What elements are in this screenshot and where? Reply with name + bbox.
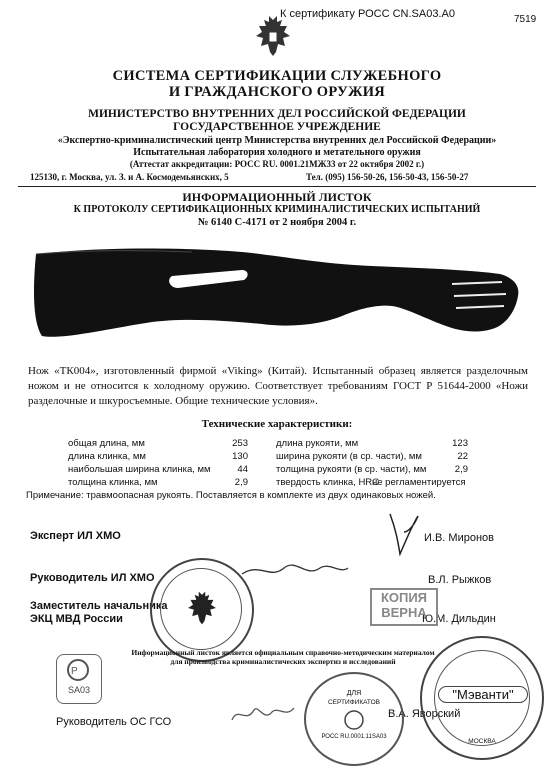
header-divider — [18, 186, 536, 187]
official-seal — [150, 558, 254, 662]
sa-certification-badge — [56, 654, 102, 704]
cert-stamp-mid: СЕРТИФИКАТОВ — [327, 699, 380, 706]
spec-label: толщина клинка, мм — [68, 477, 158, 488]
spec-label: длина клинка, мм — [68, 451, 146, 462]
ministry-line2: ГОСУДАРСТВЕННОЕ УЧРЕЖДЕНИЕ — [173, 121, 381, 133]
gost-logo-icon — [63, 659, 93, 681]
spec-value: не регламентируется — [372, 477, 466, 488]
spec-value: 253 — [232, 438, 248, 449]
copy-stamp-line1: КОПИЯ — [380, 590, 428, 605]
footer-text-1: Информационный листок является официальным справочно-методическим материалом — [131, 648, 435, 657]
head-role: Руководитель ИЛ ХМО — [30, 572, 155, 584]
cert-body-head-name: В.А. Яворский — [388, 708, 461, 720]
spec-label: наибольшая ширина клинка, мм — [68, 464, 211, 475]
copy-verified-stamp — [370, 588, 438, 626]
footer-text-2: для производства криминалистических экспертиз и исследований — [170, 657, 396, 666]
cert-body-head-role: Руководитель ОС ГСО — [56, 716, 172, 728]
head-name: В.Л. Рыжков — [428, 574, 492, 586]
spec-value: 44 — [237, 464, 248, 475]
svg-text:P: P — [71, 666, 78, 677]
info-subtitle: К ПРОТОКОЛУ СЕРТИФИКАЦИОННЫХ КРИМИНАЛИСТИЧЕСКИХ ИСПЫТАНИЙ — [73, 204, 481, 215]
company-stamp — [420, 636, 544, 760]
info-title: ИНФОРМАЦИОННЫЙ ЛИСТОК — [182, 190, 372, 204]
deputy-role-2: ЭКЦ МВД России — [30, 613, 123, 625]
copy-stamp-line2: ВЕРНА — [381, 605, 427, 620]
certification-stamp — [304, 672, 404, 766]
gost-seal-icon — [340, 710, 368, 735]
certificate-reference — [280, 8, 455, 20]
signature-mark — [228, 700, 298, 735]
spec-value: 123 — [452, 438, 468, 449]
deputy-role: Заместитель начальника — [30, 600, 168, 612]
spec-label: общая длина, мм — [68, 438, 145, 449]
spec-value: 130 — [232, 451, 248, 462]
company-stamp-name: "Мэванти" — [438, 686, 528, 703]
company-stamp-city: МОСКВА — [468, 738, 496, 745]
spec-label: длина рукояти, мм — [276, 438, 359, 449]
spec-value: 2,9 — [234, 477, 248, 488]
certificate-ref-text: К сертификату РОСС CN.SA03.A0 — [280, 8, 455, 20]
spec-label: твердость клинка, HRC — [276, 477, 380, 488]
ministry-line4: Испытательная лаборатория холодного и метательного оружия — [133, 147, 421, 158]
eagle-seal-icon — [186, 590, 218, 631]
eagle-emblem-icon — [254, 14, 292, 58]
specs-right — [276, 438, 468, 498]
deputy-name: Ю.М. Дильдин — [422, 613, 496, 625]
spec-label: ширина рукояти (в ср. части), мм — [276, 451, 422, 462]
accreditation-line: (Аттестат аккредитации: РОСС RU. 0001.21МЖ33 от 22 октября 2002 г.) — [129, 159, 425, 169]
spec-value: 22 — [457, 451, 468, 462]
ministry-line3: «Экспертно-криминалистический центр Министерства внутренних дел Российской Федерации» — [57, 135, 497, 146]
knife-description: Нож «ТК004», изготовленный фирмой «Viking» (Китай). Испытанный образец является разделочным ножом и не относится к холодному оружию. Соответствует требованиям ГОСТ Р 51644-2000 «Ножи разделочные и шкуросъемные. Общие технические условия». — [28, 365, 528, 407]
certificate-number: 7519 — [514, 14, 537, 25]
spec-label: толщина рукояти (в ср. части), мм — [276, 464, 427, 475]
protocol-number: № 6140 С-4171 от 2 ноября 2004 г. — [197, 217, 357, 228]
spec-value: 2,9 — [454, 464, 468, 475]
cert-stamp-top: ДЛЯ — [346, 690, 362, 697]
cert-stamp-number: РОСС RU.0001.11SA03 — [321, 734, 387, 740]
ministry-line1: МИНИСТЕРСТВО ВНУТРЕННИХ ДЕЛ РОССИЙСКОЙ ФЕДЕРАЦИИ — [88, 108, 466, 120]
phone: Тел. (095) 156-50-26, 156-50-43, 156-50-27 — [306, 172, 469, 182]
system-title-1: СИСТЕМА СЕРТИФИКАЦИИ СЛУЖЕБНОГО — [112, 68, 442, 84]
specs-left — [68, 438, 248, 498]
system-title-2: И ГРАЖДАНСКОГО ОРУЖИЯ — [168, 84, 386, 100]
specs-title: Технические характеристики: — [201, 418, 353, 430]
signature-mark — [240, 560, 350, 587]
expert-name: И.В. Миронов — [424, 532, 494, 544]
sa-badge-code: SA03 — [67, 685, 91, 695]
signature-mark — [384, 510, 424, 565]
expert-role: Эксперт ИЛ ХМО — [30, 530, 121, 542]
knife-photo — [22, 236, 532, 346]
address: 125130, г. Москва, ул. З. и А. Космодемьянских, 5 — [30, 172, 229, 182]
note: Примечание: травмоопасная рукоять. Поставляется в комплекте из двух одинаковых ножей. — [26, 490, 436, 501]
